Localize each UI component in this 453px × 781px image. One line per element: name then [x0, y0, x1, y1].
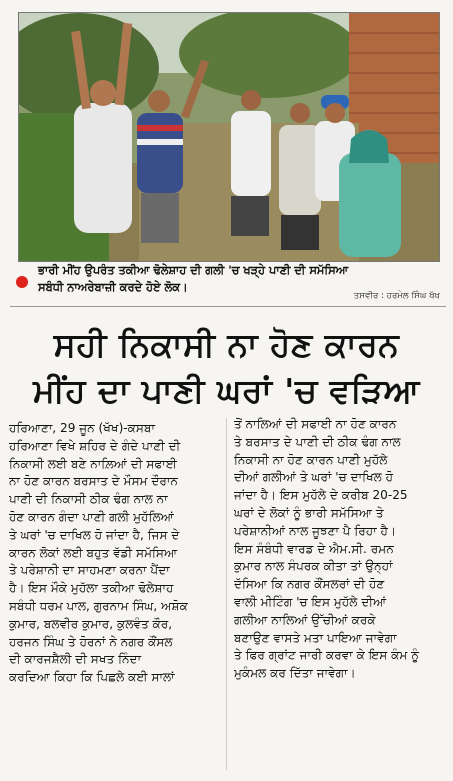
- headline: [0, 322, 453, 414]
- article-line: ਪਰੇਸ਼ਾਨੀਆਂ ਨਾਲ ਜੂਝਣਾ ਪੈ ਰਿਹਾ ਹੈ।: [234, 523, 397, 538]
- article-line: ਇਸ ਸੰਬੰਧੀ ਵਾਰਡ ਦੇ ਐਮ.ਸੀ. ਰਮਨ: [234, 541, 394, 556]
- column-divider: [226, 418, 227, 770]
- article-line: ਹਰਜਨ ਸਿੰਘ ਤੇ ਹੋਰਨਾਂ ਨੇ ਨਗਰ ਕੌਂਸਲ: [9, 634, 173, 649]
- article-line: ਤੇ ਪਰੇਸ਼ਾਨੀ ਦਾ ਸਾਹਮਣਾ ਕਰਨਾ ਪੈਂਦਾ: [9, 563, 170, 578]
- article-line: ਹੋਣ ਕਾਰਨ ਗੰਦਾ ਪਾਣੀ ਗਲੀ ਮੁਹੱਲਿਆਂ: [9, 509, 174, 524]
- article-line: ਵਾਲੀ ਮੀਟਿੰਗ 'ਚ ਇਸ ਮੁਹੱਲੇ ਦੀਆਂ: [234, 594, 387, 609]
- photo-caption: [10, 262, 446, 307]
- caption-line-2: ਸਬੰਧੀ ਨਾਅਰੇਬਾਜ਼ੀ ਕਰਦੇ ਹੋਏ ਲੋਕ।: [38, 280, 188, 294]
- article-line: ਕੁਮਾਰ ਨਾਲ ਸੰਪਰਕ ਕੀਤਾ ਤਾਂ ਉਨ੍ਹਾਂ: [234, 559, 393, 574]
- article-line: ਕਾਰਨ ਲੋਕਾਂ ਲਈ ਬਹੁਤ ਵੱਡੀ ਸਮੱਸਿਆ: [9, 545, 178, 560]
- article-line: ਸਬੰਧੀ ਧਰਮ ਪਾਲ, ਗੁਰਨਾਮ ਸਿੰਘ, ਅਸ਼ੋਕ: [9, 598, 188, 613]
- article-line: ਤੇ ਬਰਸਾਤ ਦੇ ਪਾਣੀ ਦੀ ਠੀਕ ਢੰਗ ਨਾਲ: [234, 434, 401, 449]
- article-line: ਗਲੀਆ ਨਾਲਿਆਂ ਉੱਚੀਆਂ ਕਰਕੇ: [234, 612, 376, 627]
- news-photo: [18, 12, 440, 262]
- caption-line-1: ਭਾਰੀ ਮੀਂਹ ਉਪਰੰਤ ਤਕੀਆ ਢੋਲੇਸ਼ਾਹ ਦੀ ਗਲੀ 'ਚ ਖੜ੍ਹੇ ਪਾਣੀ ਦੀ ਸਮੱਸਿਆ: [38, 263, 349, 277]
- article-line: ਤੋਂ ਨਾਲਿਆਂ ਦੀ ਸਫਾਈ ਨਾ ਹੋਣ ਕਾਰਨ: [234, 417, 397, 431]
- article-line: ਨਾ ਹੋਣ ਕਾਰਨ ਬਰਸਾਤ ਦੇ ਮੌਸਮ ਦੌਰਾਨ: [9, 474, 178, 489]
- article-column-left: [9, 420, 221, 687]
- article-line: ਬਣਾਉਣ ਵਾਸਤੇ ਮਤਾ ਪਾਇਆ ਜਾਵੇਗਾ: [234, 630, 397, 645]
- article-line: ਮੁਕੰਮਲ ਕਰ ਦਿੱਤਾ ਜਾਵੇਗਾ।: [234, 666, 356, 681]
- article-line: ਨਿਕਾਸੀ ਨਾ ਹੋਣ ਕਾਰਨ ਪਾਣੀ ਮੁਹੱਲੇ: [234, 452, 388, 467]
- article-line: ਦੱਸਿਆ ਕਿ ਨਗਰ ਕੌਂਸਲਰਾਂ ਦੀ ਹੋਣ: [234, 577, 385, 592]
- article-line: ਹਰਿਆਣਾ, 29 ਜੂਨ (ਖੱਖ)-ਕਸਬਾ: [9, 421, 155, 435]
- article-line: ਕੁਮਾਰ, ਬਲਵੀਰ ਕੁਮਾਰ, ਕੁਲਵੰਤ ਕੌਰ,: [9, 616, 173, 631]
- article-line: ਨਿਕਾਸੀ ਲਈ ਬਣੇ ਨਾਲ਼ਿਆਂ ਦੀ ਸਫਾਈ: [9, 456, 177, 471]
- headline-line-1: ਸਹੀ ਨਿਕਾਸੀ ਨਾ ਹੋਣ ਕਾਰਨ: [53, 325, 400, 364]
- article-line: ਤੇ ਘਰਾਂ 'ਚ ਦਾਖਿਲ ਹੋ ਜਾਂਦਾ ਹੈ, ਜਿਸ ਦੇ: [9, 527, 180, 542]
- headline-line-2: ਮੀਂਹ ਦਾ ਪਾਣੀ ਘਰਾਂ 'ਚ ਵੜਿਆ: [33, 371, 420, 410]
- article-line: ਦੀਆਂ ਗਲੀਆਂ ਤੇ ਘਰਾਂ 'ਚ ਦਾਖਿਲ ਹੋ: [234, 470, 394, 485]
- photo-credit: ਤਸਵੀਰ : ਹਰਮੇਲ ਸਿੰਘ ਖੱਖ: [353, 291, 440, 301]
- article-line: ਘਰਾਂ ਦੇ ਲੋਕਾਂ ਨੂੰ ਭਾਰੀ ਸਮੱਸਿਆ ਤੇ: [234, 505, 384, 520]
- article-line: ਦੀ ਕਾਰਜਸ਼ੈਲੀ ਦੀ ਸਖਤ ਨਿੰਦਾ: [9, 652, 142, 667]
- article-line: ਤੇ ਫਿਰ ਗ੍ਰਾਂਟ ਜਾਰੀ ਕਰਵਾ ਕੇ ਇਸ ਕੰਮ ਨੂੰ: [234, 648, 420, 663]
- article-line: ਜਾਂਦਾ ਹੈ। ਇਸ ਮੁਹੱਲੇ ਦੇ ਕਰੀਬ 20-25: [234, 488, 408, 503]
- article-line: ਹੈ। ਇਸ ਮੌਕੇ ਮੁਹੱਲਾ ਤਕੀਆ ਢੋਲੇਸ਼ਾਹ: [9, 581, 174, 596]
- article-line: ਕਰਦਿਆ ਕਿਹਾ ਕਿ ਪਿਛਲੇ ਕਈ ਸਾਲਾਂ: [9, 670, 175, 685]
- bullet-icon: [16, 276, 28, 288]
- article-line: ਹਰਿਆਣਾ ਵਿਖੇ ਸ਼ਹਿਰ ਦੇ ਗੰਦੇ ਪਾਣੀ ਦੀ: [9, 438, 181, 453]
- article-column-right: [234, 416, 446, 683]
- protest-photo-icon: [19, 13, 439, 261]
- article-line: ਪਾਣੀ ਦੀ ਨਿਕਾਸੀ ਠੀਕ ਢੰਗ ਨਾਲ ਨਾ: [9, 492, 168, 507]
